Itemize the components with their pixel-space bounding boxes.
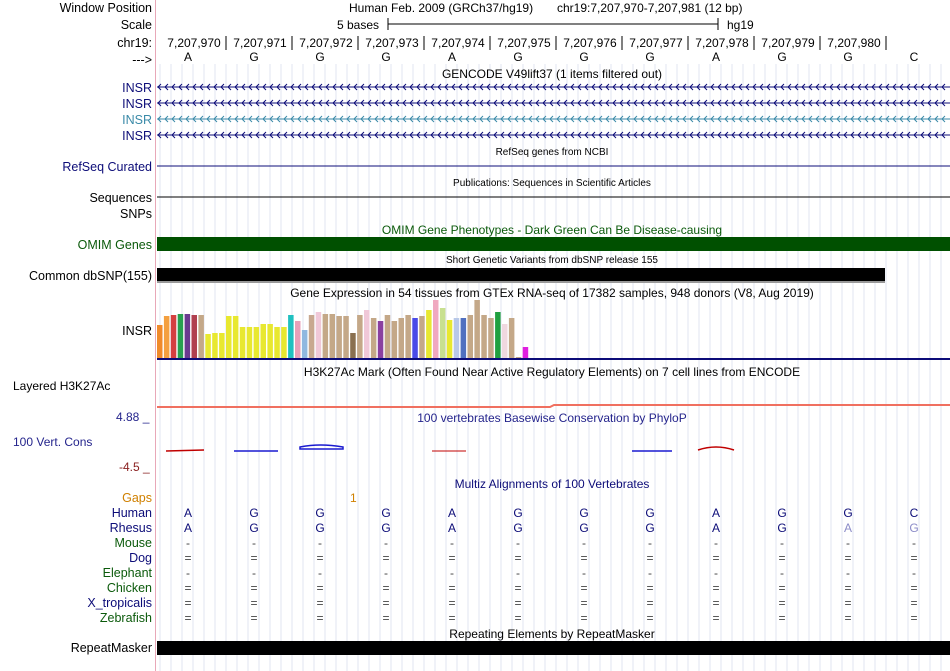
multiz-base: = <box>844 596 852 610</box>
gtex-tissue-bar <box>219 333 225 358</box>
multiz-base: = <box>712 611 720 625</box>
multiz-base: = <box>316 551 324 565</box>
multiz-base: = <box>316 611 324 625</box>
gencode-track-title: GENCODE V49lift37 (1 items filtered out) <box>441 67 663 81</box>
gtex-tissue-bar <box>178 314 184 358</box>
gtex-tissue-bar <box>481 315 487 358</box>
gtex-tissue-bar <box>516 357 522 358</box>
gtex-tissue-bar <box>405 315 411 358</box>
multiz-base: - <box>450 566 454 580</box>
gtex-tissue-bar <box>192 315 198 358</box>
multiz-base: = <box>184 551 192 565</box>
multiz-base: - <box>516 566 520 580</box>
gtex-tissue-bar <box>198 315 204 358</box>
multiz-base: - <box>648 566 652 580</box>
gtex-track-title: Gene Expression in 54 tissues from GTEx RNA-seq of 17382 samples, 948 donors (V8, Aug 2019) <box>290 286 814 300</box>
gtex-tissue-bar <box>509 318 515 358</box>
gtex-tissue-bar <box>343 316 349 358</box>
gtex-tissue-bar <box>164 316 170 358</box>
gtex-tissue-bar <box>247 327 253 358</box>
scale-label: Scale <box>120 18 152 32</box>
multiz-base: - <box>318 536 322 550</box>
multiz-base: = <box>712 596 720 610</box>
multiz-base: A <box>711 521 721 535</box>
strand-label: ---> <box>132 53 152 67</box>
assembly-title: Human Feb. 2009 (GRCh37/hg19) <box>349 1 534 15</box>
gtex-tissue-bar <box>412 318 418 358</box>
multiz-base: = <box>382 551 390 565</box>
repeatmasker-block <box>157 641 950 655</box>
phylop-track-label[interactable]: 100 Vert. Cons <box>13 435 93 449</box>
multiz-base: = <box>514 551 522 565</box>
multiz-base: A <box>183 506 193 520</box>
h3k27ac-track-title: H3K27Ac Mark (Often Found Near Active Regulatory Elements) on 7 cell lines from ENCODE <box>303 365 801 379</box>
gtex-tissue-bar <box>288 315 294 358</box>
gtex-tissue-bar <box>433 300 439 358</box>
multiz-base: = <box>448 551 456 565</box>
multiz-base: - <box>318 566 322 580</box>
multiz-base: = <box>514 581 522 595</box>
multiz-species-label[interactable]: Dog <box>129 551 152 565</box>
gtex-tissue-bar <box>267 324 273 358</box>
gencode-item-label[interactable]: INSR <box>122 81 152 95</box>
multiz-base: G <box>249 506 259 520</box>
multiz-base: G <box>645 521 655 535</box>
multiz-base: = <box>448 581 456 595</box>
multiz-base: G <box>381 506 391 520</box>
ruler-coordinate: 7,207,974 <box>431 36 485 50</box>
multiz-species-label[interactable]: Mouse <box>114 536 152 550</box>
multiz-base: G <box>513 521 523 535</box>
dbsnp-block <box>157 268 885 281</box>
ruler-coordinate: 7,207,970 <box>167 36 221 50</box>
dbsnp-track-title: Short Genetic Variants from dbSNP release 155 <box>446 255 658 266</box>
multiz-species-label[interactable]: Zebrafish <box>99 611 152 625</box>
multiz-base: = <box>316 581 324 595</box>
gaps-label: Gaps <box>122 491 152 505</box>
multiz-base: = <box>250 551 258 565</box>
multiz-base: = <box>844 551 852 565</box>
multiz-base: G <box>777 521 787 535</box>
multiz-species-label[interactable]: X_tropicalis <box>87 596 152 610</box>
reference-base: A <box>711 50 721 64</box>
ruler-coordinate: 7,207,976 <box>563 36 617 50</box>
phylop-track-title: 100 vertebrates Basewise Conservation by PhyloP <box>417 411 687 425</box>
multiz-base: = <box>910 581 918 595</box>
gtex-tissue-bar <box>295 321 301 358</box>
multiz-base: = <box>184 611 192 625</box>
phylop-positive-signal <box>166 450 204 451</box>
gtex-tissue-bar <box>371 318 377 358</box>
multiz-base: = <box>778 551 786 565</box>
multiz-base: - <box>648 536 652 550</box>
multiz-base: G <box>381 521 391 535</box>
publications-track-label[interactable]: Sequences <box>89 191 152 205</box>
multiz-base: = <box>184 581 192 595</box>
multiz-base: A <box>447 506 457 520</box>
reference-base: G <box>315 50 325 64</box>
ruler-coordinate: 7,207,971 <box>233 36 287 50</box>
gtex-tissue-bar <box>461 318 467 358</box>
phylop-positive-signal <box>698 447 734 450</box>
ruler-coordinate: 7,207,980 <box>827 36 881 50</box>
snps-track-label[interactable]: SNPs <box>120 207 152 221</box>
reference-base: G <box>249 50 259 64</box>
ruler-coordinate: 7,207,973 <box>365 36 419 50</box>
gtex-tissue-bar <box>385 315 391 358</box>
position-readout: chr19:7,207,970-7,207,981 (12 bp) <box>557 1 743 15</box>
omim-track-title: OMIM Gene Phenotypes - Dark Green Can Be Disease-causing <box>381 223 723 237</box>
gtex-tissue-bar <box>350 333 356 358</box>
multiz-base: - <box>912 566 916 580</box>
chrom-label: chr19: <box>117 36 152 50</box>
omim-track-label[interactable]: OMIM Genes <box>77 238 152 252</box>
gtex-tissue-bar <box>316 312 322 358</box>
multiz-base: - <box>846 536 850 550</box>
multiz-base: = <box>778 611 786 625</box>
gtex-tissue-bar <box>440 308 446 358</box>
multiz-base: = <box>250 596 258 610</box>
window-position-label: Window Position <box>59 1 152 15</box>
gtex-tissue-bar <box>454 318 460 358</box>
multiz-base: = <box>646 596 654 610</box>
repeatmasker-track-title: Repeating Elements by RepeatMasker <box>449 627 655 641</box>
publications-track-title: Publications: Sequences in Scientific Articles <box>453 178 651 189</box>
multiz-base: - <box>912 536 916 550</box>
gtex-tissue-bar <box>309 315 315 358</box>
multiz-species-label[interactable]: Rhesus <box>109 521 152 535</box>
multiz-base: = <box>382 596 390 610</box>
ruler-coordinate: 7,207,977 <box>629 36 683 50</box>
gtex-tissue-bar <box>185 314 191 358</box>
multiz-base: - <box>384 536 388 550</box>
gtex-tissue-bar <box>323 314 329 358</box>
gtex-tissue-bar <box>281 327 287 358</box>
multiz-base: = <box>910 596 918 610</box>
multiz-base: - <box>714 566 718 580</box>
reference-base: A <box>447 50 457 64</box>
ruler-coordinate: 7,207,978 <box>695 36 749 50</box>
gencode-item-label[interactable]: INSR <box>122 129 152 143</box>
gtex-tissue-bar <box>474 300 480 358</box>
multiz-base: - <box>780 536 784 550</box>
refseq-track-label[interactable]: RefSeq Curated <box>62 160 152 174</box>
reference-base: G <box>777 50 787 64</box>
ruler-coordinate: 7,207,979 <box>761 36 815 50</box>
multiz-base: = <box>910 611 918 625</box>
multiz-base: G <box>249 521 259 535</box>
gtex-tissue-bar <box>302 330 308 358</box>
multiz-base: = <box>580 551 588 565</box>
gtex-tissue-bar <box>233 316 239 358</box>
reference-base: G <box>843 50 853 64</box>
gtex-tissue-bar <box>254 327 260 358</box>
gtex-tissue-bar <box>240 327 246 358</box>
multiz-base: A <box>447 521 457 535</box>
multiz-base: = <box>844 581 852 595</box>
multiz-species-label[interactable]: Human <box>111 506 152 520</box>
scale-text: 5 bases <box>337 18 380 32</box>
multiz-base: = <box>448 596 456 610</box>
multiz-base: - <box>450 536 454 550</box>
gtex-tissue-bar <box>502 324 508 358</box>
multiz-base: - <box>582 566 586 580</box>
db-label: hg19 <box>727 18 754 32</box>
multiz-base: - <box>252 566 256 580</box>
gtex-tissue-bar <box>205 334 211 358</box>
multiz-base: = <box>580 581 588 595</box>
gtex-tissue-bar <box>495 312 501 358</box>
ruler-coordinate: 7,207,972 <box>299 36 353 50</box>
multiz-base: = <box>382 611 390 625</box>
gtex-tissue-bar <box>357 315 363 358</box>
gtex-tissue-bar <box>447 320 453 358</box>
multiz-base: A <box>711 506 721 520</box>
reference-base: G <box>645 50 655 64</box>
multiz-base: = <box>580 611 588 625</box>
gencode-item-label[interactable]: INSR <box>122 113 152 127</box>
multiz-base: = <box>382 581 390 595</box>
multiz-base: G <box>513 506 523 520</box>
multiz-base: G <box>315 521 325 535</box>
multiz-base: = <box>448 611 456 625</box>
dbsnp-track-label[interactable]: Common dbSNP(155) <box>29 269 152 283</box>
gtex-tissue-bar <box>468 315 474 358</box>
multiz-species-label[interactable]: Elephant <box>102 566 152 580</box>
multiz-base: - <box>252 536 256 550</box>
gtex-tissue-bar <box>261 324 267 358</box>
label-track-divider <box>155 0 156 671</box>
multiz-base: - <box>582 536 586 550</box>
multiz-base: G <box>579 521 589 535</box>
gtex-tissue-bar <box>212 333 218 358</box>
gtex-tissue-bar <box>378 321 384 358</box>
multiz-base: = <box>646 611 654 625</box>
h3k27ac-track-label[interactable]: Layered H3K27Ac <box>13 379 111 393</box>
gencode-item-label[interactable]: INSR <box>122 97 152 111</box>
multiz-base: - <box>780 566 784 580</box>
multiz-base: - <box>846 566 850 580</box>
gtex-tissue-bar <box>330 314 336 358</box>
multiz-base: G <box>645 506 655 520</box>
reference-base: C <box>909 50 919 64</box>
multiz-base: = <box>778 596 786 610</box>
multiz-track-title: Multiz Alignments of 100 Vertebrates <box>454 477 650 491</box>
refseq-track-title: RefSeq genes from NCBI <box>495 147 609 158</box>
multiz-base: - <box>186 566 190 580</box>
multiz-base: - <box>384 566 388 580</box>
multiz-base: = <box>184 596 192 610</box>
gtex-tissue-bar <box>488 318 494 358</box>
gtex-tissue-bar <box>523 347 529 358</box>
multiz-base: = <box>580 596 588 610</box>
multiz-base: G <box>843 506 853 520</box>
gtex-tissue-bar <box>399 318 405 358</box>
gtex-tissue-bar <box>364 310 370 358</box>
gtex-track-label[interactable]: INSR <box>122 324 152 338</box>
multiz-base: = <box>712 581 720 595</box>
dbsnp-block-shadow <box>157 281 885 283</box>
multiz-base: G <box>909 521 919 535</box>
phylop-negative-signal <box>300 445 343 449</box>
multiz-base: = <box>712 551 720 565</box>
multiz-base: G <box>315 506 325 520</box>
multiz-base: C <box>909 506 919 520</box>
gtex-tissue-bar <box>336 316 342 358</box>
multiz-base: A <box>843 521 853 535</box>
multiz-base: - <box>516 536 520 550</box>
multiz-base: = <box>250 581 258 595</box>
gtex-tissue-bar <box>419 316 425 358</box>
reference-base: G <box>381 50 391 64</box>
gtex-tissue-bar <box>426 310 432 358</box>
multiz-base: = <box>514 596 522 610</box>
multiz-base: = <box>910 551 918 565</box>
multiz-base: = <box>844 611 852 625</box>
multiz-species-label[interactable]: Chicken <box>106 581 152 595</box>
multiz-base: - <box>714 536 718 550</box>
multiz-base: = <box>316 596 324 610</box>
gtex-tissue-bar <box>392 321 398 358</box>
phylop-max-label: 4.88 _ <box>116 410 150 424</box>
gtex-tissue-bar <box>226 316 232 358</box>
phylop-min-label: -4.5 _ <box>119 460 150 474</box>
multiz-base: G <box>579 506 589 520</box>
multiz-base: = <box>646 581 654 595</box>
gtex-tissue-bar <box>157 325 163 358</box>
ruler-coordinate: 7,207,975 <box>497 36 551 50</box>
multiz-base: - <box>186 536 190 550</box>
multiz-base: G <box>777 506 787 520</box>
gap-count: 1 <box>350 491 357 505</box>
multiz-base: = <box>778 581 786 595</box>
multiz-base: = <box>646 551 654 565</box>
reference-base: G <box>579 50 589 64</box>
multiz-base: = <box>250 611 258 625</box>
reference-base: A <box>183 50 193 64</box>
gtex-tissue-bar <box>171 315 177 358</box>
multiz-base: = <box>514 611 522 625</box>
gtex-tissue-bar <box>274 327 280 358</box>
multiz-base: A <box>183 521 193 535</box>
omim-block <box>157 237 950 251</box>
repeatmasker-track-label[interactable]: RepeatMasker <box>70 641 152 655</box>
reference-base: G <box>513 50 523 64</box>
